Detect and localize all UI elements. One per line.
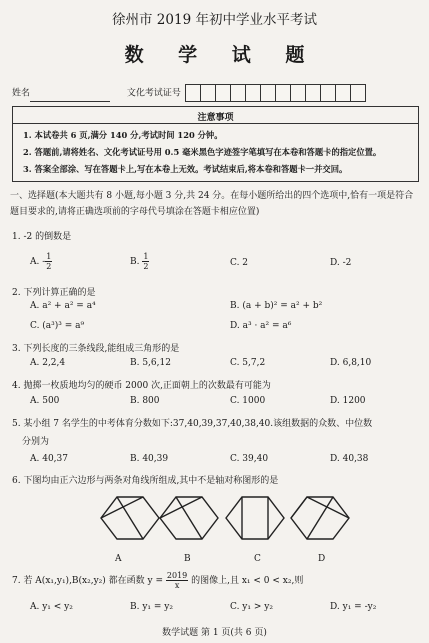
q2-option-c: C. (a³)³ = a⁹ [30, 321, 85, 331]
q7-option-d: D. y₁ = -y₂ [330, 602, 377, 612]
diagonal [101, 497, 143, 518]
exam-title: 徐州市 2019 年初中学业水平考试 [112, 12, 317, 28]
q7-option-a: A. y₁ < y₂ [30, 602, 73, 612]
stem-part: 的图像上,且 x₁ < 0 < x₂,则 [191, 576, 304, 586]
q3-option-b: B. 5,6,12 [130, 358, 171, 368]
q7-option-c: C. y₁ > y₂ [230, 602, 273, 612]
q6-label-b: B [184, 554, 191, 564]
notice-item: 1. 本试卷共 6 页,满分 140 分,考试时间 120 分钟。 [23, 130, 223, 140]
subject-title: 数 学 试 题 [124, 44, 319, 66]
diagonal [160, 497, 202, 518]
q3-option-a: A. 2,2,4 [30, 358, 66, 368]
q5-option-c: C. 39,40 [230, 454, 269, 464]
question-2-stem: 2. 下列计算正确的是 [12, 288, 96, 298]
name-label: 姓名 [12, 88, 31, 99]
q7-option-b: B. y₁ = y₂ [130, 602, 173, 612]
question-4-stem: 4. 抛掷一枚质地均匀的硬币 2000 次,正面朝上的次数最有可能为 [12, 381, 271, 391]
q6-label-d: D [318, 554, 326, 564]
question-6-stem: 6. 下图均由正六边形与两条对角线所组成,其中不是轴对称图形的是 [12, 476, 279, 486]
q1-option-c: C. 2 [230, 258, 249, 268]
question-3-stem: 3. 下列长度的三条线段,能组成三角形的是 [12, 344, 180, 354]
q6-label-a: A [115, 554, 122, 564]
hexagon-c [226, 497, 284, 539]
id-label: 文化考试证号 [126, 88, 181, 99]
question-1-stem: 1. -2 的倒数是 [12, 232, 72, 242]
numerator: 1 [143, 252, 149, 261]
notice-item: 2. 答题前,请将姓名、文化考试证号用 0.5 毫米黑色字迹签字笔填写在本卷和答题卡的指定位置。 [23, 147, 382, 157]
q2-option-d: D. a³ · a² = a⁶ [230, 321, 292, 331]
question-5-stem-cont: 分别为 [22, 437, 50, 447]
q1-option-d: D. -2 [330, 258, 352, 268]
fraction [166, 571, 188, 590]
q4-option-b: B. 800 [130, 396, 160, 406]
denominator: x [174, 581, 180, 590]
diagonal [291, 497, 307, 518]
q4-option-c: C. 1000 [230, 396, 266, 406]
q5-option-a: A. 40,37 [30, 454, 68, 464]
question-5-stem: 5. 某小组 7 名学生的中考体育分数如下:37,40,39,37,40,38,40.该组数据的众数、中位数 [12, 419, 373, 429]
numerator: 1 [46, 252, 52, 261]
q4-option-a: A. 500 [30, 396, 60, 406]
page-footer: 数学试题 第 1 页(共 6 页) [162, 628, 267, 638]
diagonal [307, 497, 349, 518]
denominator: 2 [143, 262, 149, 271]
q6-label-c: C [254, 554, 261, 564]
q5-option-d: D. 40,38 [330, 454, 369, 464]
q3-option-c: C. 5,7,2 [230, 358, 266, 368]
q3-option-d: D. 6,8,10 [330, 358, 372, 368]
numerator: 2019 [166, 571, 188, 580]
stem-part: 7. 若 A(x₁,y₁),B(x₂,y₂) 都在函数 y = [12, 576, 164, 586]
q2-option-a: A. a² + a² = a⁴ [30, 301, 96, 311]
notice-item: 3. 答案全部涂、写在答题卡上,写在本卷上无效。考试结束后,将本卷和答题卡一并交回。 [23, 164, 348, 174]
notice-heading: 注意事项 [13, 107, 418, 124]
section-heading: 一、选择题(本大题共有 8 小题,每小题 3 分,共 24 分。在每小题所给出的四个选项中,恰有一项是符合题目要求的,请将正确选项前的字母代号填涂在答题卡相应位置) [10, 191, 414, 217]
denominator: 2 [46, 262, 52, 271]
q4-option-d: D. 1200 [330, 396, 366, 406]
question-7-stem [12, 571, 303, 590]
option-text: B. [130, 257, 143, 267]
option-text: A. - [30, 257, 46, 267]
q5-option-b: B. 40,39 [130, 454, 169, 464]
q2-option-b: B. (a + b)² = a² + b² [230, 301, 323, 311]
